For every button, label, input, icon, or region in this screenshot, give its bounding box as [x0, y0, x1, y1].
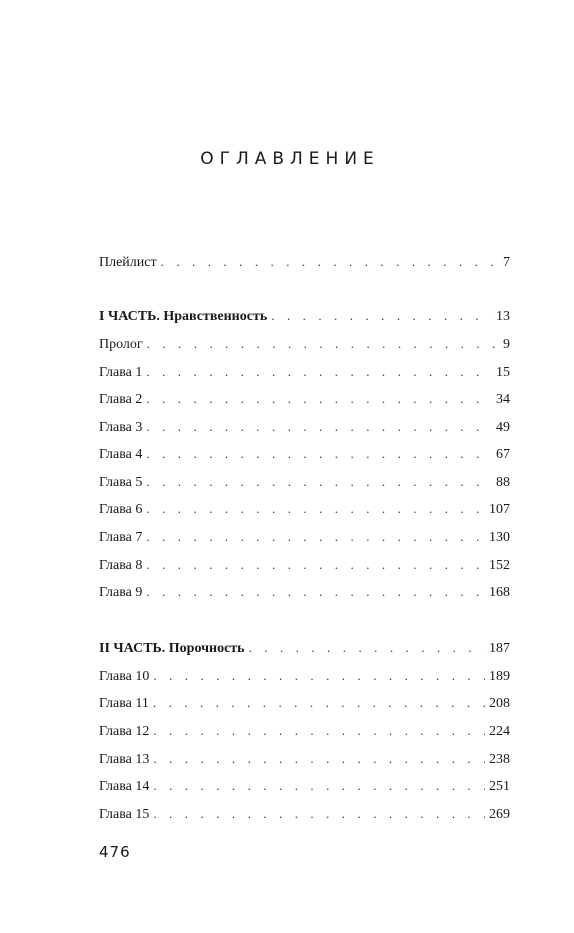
- dot-leader: [153, 775, 485, 797]
- dot-leader: [249, 637, 485, 659]
- dot-leader: [146, 471, 492, 493]
- dot-leader: [146, 416, 492, 438]
- dot-leader: [271, 305, 492, 327]
- toc-entry-page: 88: [496, 475, 510, 490]
- toc-entry-chapter-8[interactable]: [99, 554, 510, 576]
- toc-entry-label: Глава 1: [99, 365, 143, 380]
- toc-entry-page: 13: [496, 309, 510, 324]
- toc-entry-label: Плейлист: [99, 255, 157, 270]
- toc-entry-label: Глава 2: [99, 392, 143, 407]
- toc-entry-chapter-13[interactable]: [99, 748, 510, 770]
- toc-entry-chapter-2[interactable]: [99, 388, 510, 410]
- dot-leader: [161, 251, 499, 273]
- toc-entry-chapter-3[interactable]: [99, 416, 510, 438]
- toc-entry-label: I ЧАСТЬ. Нравственность: [99, 309, 268, 324]
- dot-leader: [147, 333, 499, 355]
- toc-entry-page: 187: [489, 641, 510, 656]
- dot-leader: [153, 720, 485, 742]
- toc-entry-chapter-7[interactable]: [99, 526, 510, 548]
- toc-entry-chapter-1[interactable]: [99, 361, 510, 383]
- dot-leader: [153, 665, 485, 687]
- toc-entry-label: Глава 14: [99, 779, 150, 794]
- page-number: 476: [99, 843, 131, 861]
- toc-entry-page: 269: [489, 807, 510, 822]
- toc-entry-page: 152: [489, 558, 510, 573]
- toc-entry-label: Глава 10: [99, 669, 150, 684]
- toc-entry-label: Глава 13: [99, 752, 150, 767]
- toc-entry-page: 107: [489, 502, 510, 517]
- toc-entry-chapter-14[interactable]: [99, 775, 510, 797]
- toc-entry-page: 34: [496, 392, 510, 407]
- toc-entry-label: II ЧАСТЬ. Порочность: [99, 641, 245, 656]
- dot-leader: [146, 581, 485, 603]
- toc-entry-prologue[interactable]: [99, 333, 510, 355]
- toc-entry-page: 130: [489, 530, 510, 545]
- toc-entry-page: 15: [496, 365, 510, 380]
- dot-leader: [153, 748, 485, 770]
- toc-entry-label: Глава 11: [99, 696, 149, 711]
- toc-entry-chapter-15[interactable]: [99, 803, 510, 825]
- toc-entry-label: Глава 9: [99, 585, 143, 600]
- toc-entry-page: 238: [489, 752, 510, 767]
- dot-leader: [153, 803, 485, 825]
- toc-entry-label: Глава 7: [99, 530, 143, 545]
- toc-entry-page: 224: [489, 724, 510, 739]
- dot-leader: [146, 443, 492, 465]
- toc-entry-page: 7: [503, 255, 510, 270]
- toc-entry-label: Пролог: [99, 337, 143, 352]
- toc-entry-part-2[interactable]: [99, 637, 510, 659]
- dot-leader: [146, 554, 485, 576]
- toc-entry-page: 168: [489, 585, 510, 600]
- toc-entry-label: Глава 6: [99, 502, 143, 517]
- toc-entry-label: Глава 8: [99, 558, 143, 573]
- dot-leader: [146, 388, 492, 410]
- dot-leader: [146, 526, 485, 548]
- toc-entry-chapter-5[interactable]: [99, 471, 510, 493]
- toc-entry-chapter-4[interactable]: [99, 443, 510, 465]
- toc-entry-page: 208: [489, 696, 510, 711]
- toc-entry-chapter-11[interactable]: [99, 692, 510, 714]
- toc-entry-page: 189: [489, 669, 510, 684]
- toc-entry-part-1[interactable]: [99, 305, 510, 327]
- toc-entry-chapter-9[interactable]: [99, 581, 510, 603]
- toc-entry-playlist[interactable]: [99, 251, 510, 273]
- toc-entry-label: Глава 12: [99, 724, 150, 739]
- toc-entry-label: Глава 15: [99, 807, 150, 822]
- toc-entry-page: 49: [496, 420, 510, 435]
- toc-entry-page: 67: [496, 447, 510, 462]
- toc-entry-page: 251: [489, 779, 510, 794]
- dot-leader: [146, 361, 492, 383]
- toc-entry-chapter-10[interactable]: [99, 665, 510, 687]
- toc-entry-page: 9: [503, 337, 510, 352]
- toc-entry-chapter-12[interactable]: [99, 720, 510, 742]
- page-title: ОГЛАВЛЕНИЕ: [200, 149, 380, 169]
- toc-entry-label: Глава 3: [99, 420, 143, 435]
- dot-leader: [146, 498, 485, 520]
- toc-entry-label: Глава 4: [99, 447, 143, 462]
- toc-entry-chapter-6[interactable]: [99, 498, 510, 520]
- dot-leader: [153, 692, 485, 714]
- toc-entry-label: Глава 5: [99, 475, 143, 490]
